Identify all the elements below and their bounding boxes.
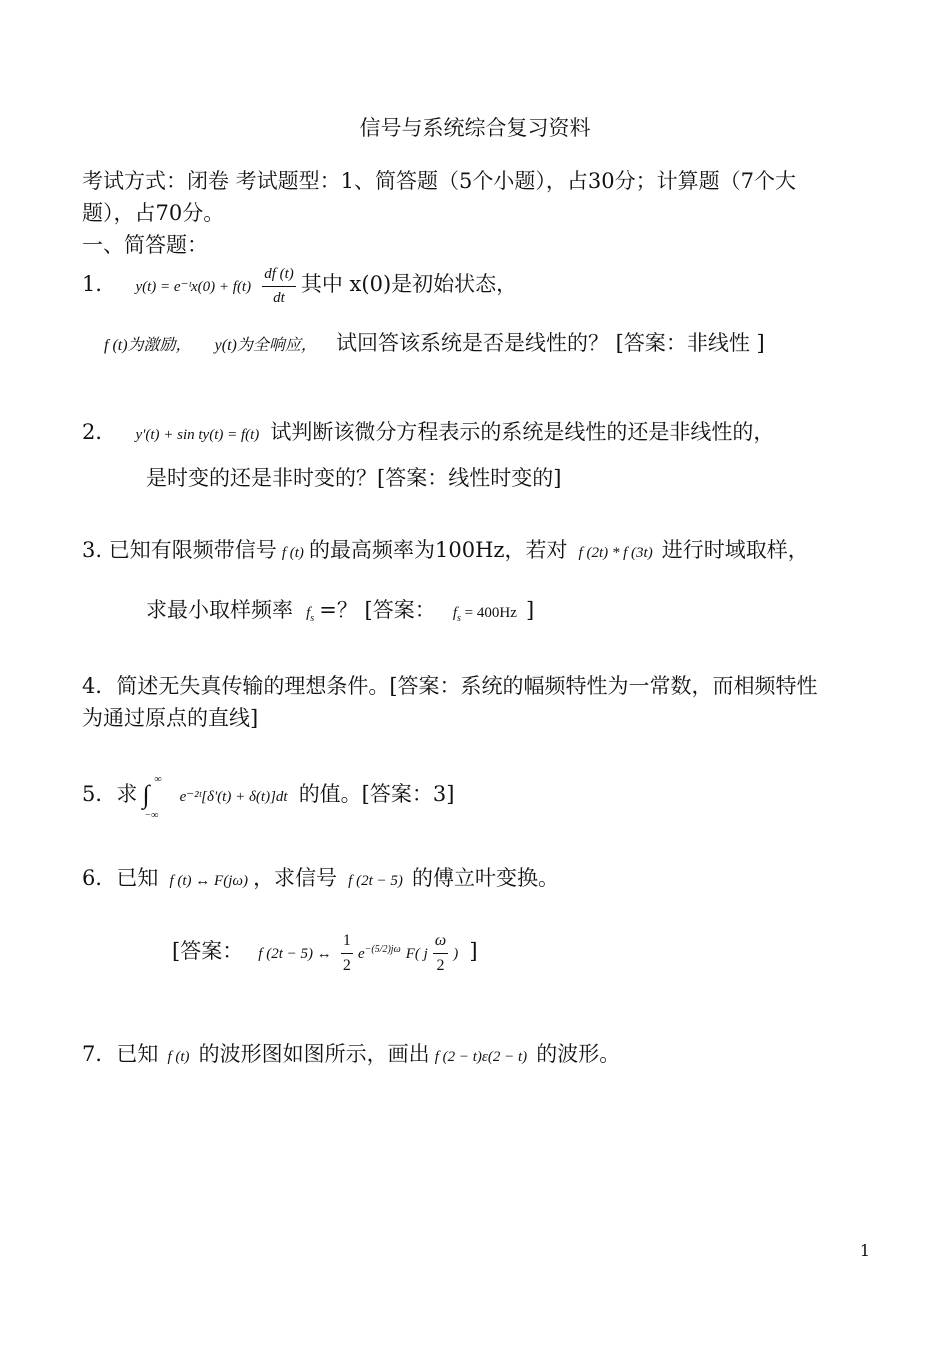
q3-text-a: 3. 已知有限频带信号 bbox=[82, 538, 277, 562]
exp-base: e bbox=[357, 946, 365, 962]
question-3 bbox=[82, 540, 809, 562]
q7-text-b: 的波形图如图所示，画出 bbox=[198, 1042, 430, 1066]
question-number: 1． bbox=[82, 272, 117, 296]
fraction-denominator: dt bbox=[273, 290, 285, 306]
q7-signal: f (t) bbox=[167, 1049, 190, 1065]
fraction-denominator: 2 bbox=[342, 957, 351, 974]
q6-F-close: ) bbox=[453, 946, 459, 962]
q6-text-c: 的傅立叶变换。 bbox=[411, 866, 559, 890]
q3-text-f: ] bbox=[525, 598, 535, 622]
question-3-continued bbox=[146, 600, 534, 624]
q3-text-d: 求最小取样频率 bbox=[146, 598, 293, 622]
q3-text-c: 进行时域取样， bbox=[661, 538, 809, 562]
fraction-numerator: ω bbox=[433, 932, 448, 954]
fs-symbol: f bbox=[306, 605, 311, 621]
q3-text-e: =？ [答案： bbox=[319, 598, 436, 622]
exam-format-line1: 考试方式：闭卷 考试题型：1、简答题（5个小题），占30分；计算题（7个大 bbox=[82, 169, 796, 193]
exam-format-line2: 题），占70分。 bbox=[82, 201, 225, 225]
q7-text-c: 的波形。 bbox=[536, 1042, 621, 1066]
q3-text-b: 的最高频率为100Hz，若对 bbox=[308, 538, 568, 562]
q6-transform-pair: f (t) ↔ F(jω) bbox=[169, 873, 248, 889]
fraction-numerator: df (t) bbox=[262, 266, 296, 287]
document-title: 信号与系统综合复习资料 bbox=[359, 116, 591, 140]
q2-text-a: 试判断该微分方程表示的系统是线性的还是非线性的， bbox=[270, 420, 775, 444]
q5-text-a: 5．求 bbox=[82, 782, 138, 806]
q4-line1: 4．简述无失真传输的理想条件。[答案：系统的幅频特性为一常数，而相频特性 bbox=[82, 674, 818, 698]
integral-upper-limit: ∞ bbox=[154, 774, 162, 785]
q1-fraction bbox=[262, 266, 296, 307]
exp-power: −(5/2)jω bbox=[364, 944, 401, 955]
question-number: 2． bbox=[82, 420, 117, 444]
ans-fs-subscript: s bbox=[457, 613, 461, 624]
q4-line2: 为通过原点的直线] bbox=[82, 706, 259, 730]
question-2 bbox=[82, 422, 774, 444]
q7-text-a: 7．已知 bbox=[82, 1042, 159, 1066]
question-5 bbox=[82, 774, 455, 821]
fs-subscript: s bbox=[310, 613, 315, 624]
q6-answer-close: ] bbox=[469, 939, 478, 963]
ans-value: = 400Hz bbox=[464, 605, 517, 621]
q3-fs bbox=[306, 605, 315, 624]
q6-text-a: 6．已知 bbox=[82, 866, 159, 890]
q1-text-a: 其中 x(0)是初始状态， bbox=[300, 272, 518, 296]
q6-answer-lhs: f (2t − 5) ↔ bbox=[258, 946, 332, 962]
q3-answer bbox=[452, 605, 517, 624]
q1-excitation-label: f (t)为激励， bbox=[104, 337, 192, 354]
half-fraction bbox=[341, 932, 353, 975]
page-number: 1 bbox=[859, 1241, 870, 1260]
q1-text-b: 试回答该系统是否是线性的？ [答案：非线性 ] bbox=[335, 331, 765, 355]
q3-convolution: f (2t) * f (3t) bbox=[578, 545, 653, 561]
q5-integrand: e⁻²ᵗ[δ'(t) + δ(t)]dt bbox=[179, 789, 288, 805]
question-1-continued bbox=[104, 332, 765, 355]
q1-formula: y(t) = e⁻ᵗx(0) + f(t) bbox=[135, 279, 252, 295]
q6-exponential bbox=[358, 946, 401, 962]
q5-text-b: 的值。[答案：3] bbox=[298, 782, 455, 806]
q2-formula: y'(t) + sin ty(t) = f(t) bbox=[135, 427, 260, 443]
section-heading: 一、简答题： bbox=[82, 233, 208, 257]
ans-fs-symbol: f bbox=[452, 605, 457, 621]
q6-F: F( j bbox=[405, 946, 428, 962]
q2-text-b: 是时变的还是非时变的？[答案：线性时变的] bbox=[146, 466, 562, 490]
integral-lower-limit: −∞ bbox=[144, 810, 159, 821]
q3-signal: f (t) bbox=[281, 545, 304, 561]
q7-expression: f (2 − t)ε(2 − t) bbox=[434, 1049, 528, 1065]
integral-sign: ∫ bbox=[142, 780, 150, 809]
q5-integral bbox=[142, 774, 168, 821]
fraction-denominator: 2 bbox=[436, 957, 445, 974]
question-1 bbox=[82, 266, 517, 307]
fraction-numerator: 1 bbox=[341, 932, 353, 954]
question-6 bbox=[82, 868, 559, 890]
q1-response-label: y(t)为全响应， bbox=[214, 337, 317, 354]
q6-text-b: ，求信号 bbox=[253, 866, 338, 890]
question-7 bbox=[82, 1044, 620, 1066]
q6-answer-open: [答案： bbox=[172, 939, 244, 963]
q6-answer bbox=[172, 932, 478, 975]
omega-fraction bbox=[433, 932, 448, 975]
q6-signal: f (2t − 5) bbox=[348, 873, 403, 889]
